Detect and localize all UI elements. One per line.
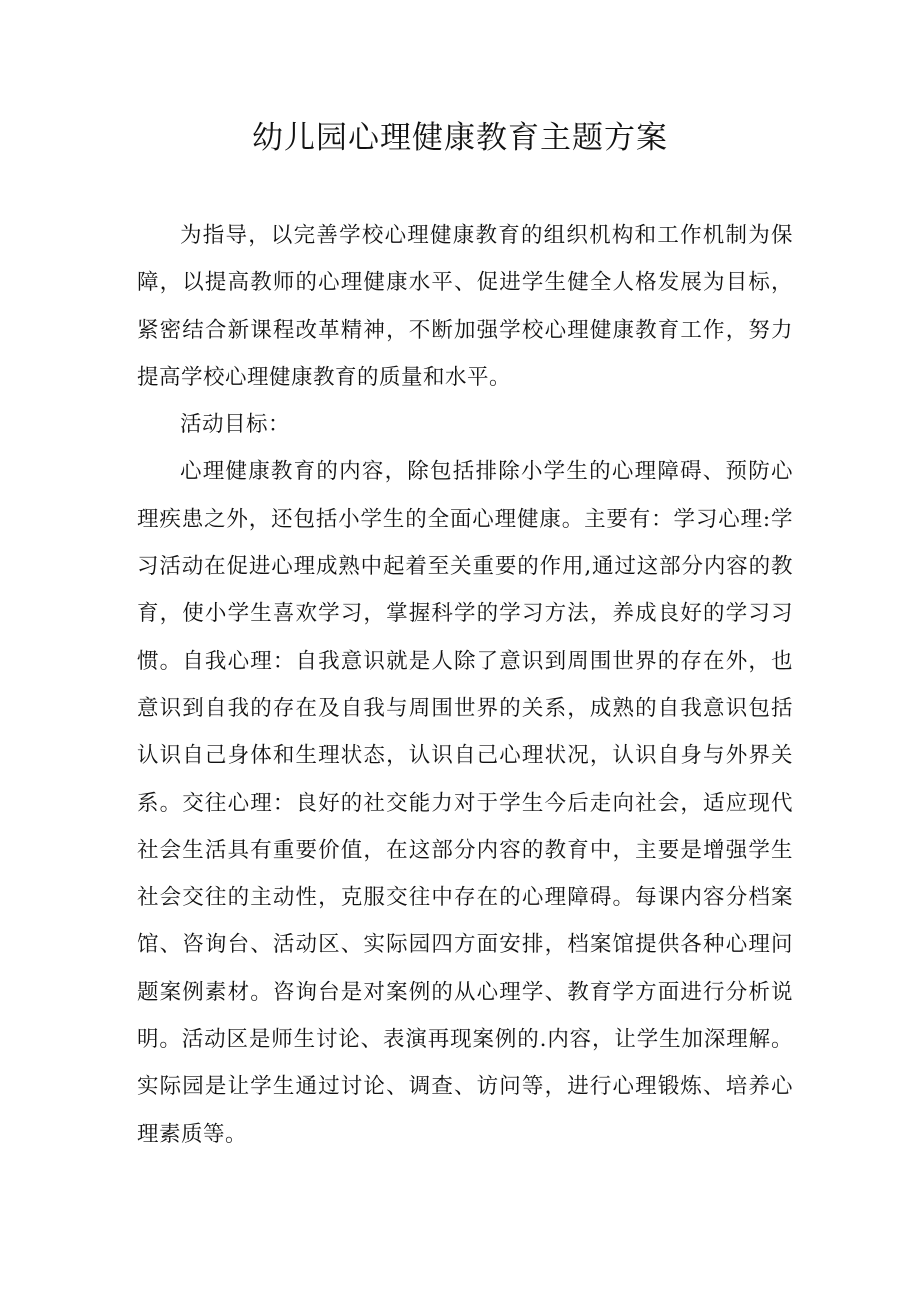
paragraph-intro: 为指导，以完善学校心理健康教育的组织机构和工作机制为保障，以提高教师的心理健康水平、促进学生健全人格发展为目标，紧密结合新课程改革精神，不断加强学校心理健康教育工作，努力提高学校心理健康教育的质量和水平。 <box>137 223 793 390</box>
document-body <box>137 212 793 1158</box>
paragraph-content: 心理健康教育的内容，除包括排除小学生的心理障碍、预防心理疾患之外，还包括小学生的全面心理健康。主要有：学习心理:学习活动在促进心理成熟中起着至关重要的作用,通过这部分内容的教育，使小学生喜欢学习，掌握科学的学习方法，养成良好的学习习惯。自我心理：自我意识就是人除了意识到周围世界的存在外，也意识到自我的存在及自我与周围世界的关系，成熟的自我意识包括认识自己身体和生理状态，认识自己心理状况，认识自身与外界关系。交往心理：良好的社交能力对于学生今后走向社会，适应现代社会生活具有重要价值，在这部分内容的教育中，主要是增强学生社会交往的主动性，克服交往中存在的心理障碍。每课内容分档案馆、咨询台、活动区、实际园四方面安排，档案馆提供各种心理问题案例素材。咨询台是对案例的从心理学、教育学方面进行分析说明。活动区是师生讨论、表演再现案例的.内容，让学生加深理解。实际园是让学生通过讨论、调查、访问等，进行心理锻炼、培养心理素质等。 <box>137 459 793 1147</box>
paragraph-goal-heading: 活动目标： <box>180 412 291 438</box>
document-title: 幼儿园心理健康教育主题方案 <box>252 120 668 156</box>
